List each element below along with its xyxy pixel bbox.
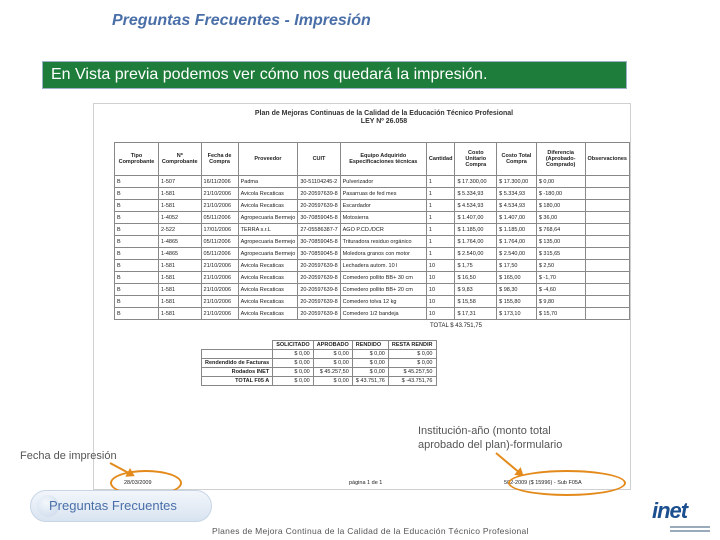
table-cell: 1 xyxy=(426,248,455,260)
table-cell: Avicola Recaticas xyxy=(238,284,298,296)
total-label: TOTAL xyxy=(430,323,449,329)
table-cell: $ 36,00 xyxy=(536,212,585,224)
summary-cell: Rodados INET xyxy=(202,368,273,377)
summary-cell: $ 0,00 xyxy=(352,350,388,359)
table-cell xyxy=(585,236,629,248)
table-cell: TERRA s.r.L xyxy=(238,224,298,236)
summary-cell: $ 43.751,76 xyxy=(352,377,388,386)
table-cell: 20-20597639-8 xyxy=(298,296,340,308)
table-cell: $ 17,50 xyxy=(497,260,537,272)
table-cell xyxy=(585,308,629,320)
summary-table xyxy=(201,340,437,386)
summary-cell: $ 45.257,50 xyxy=(313,368,352,377)
table-cell: Avicola Recaticas xyxy=(238,296,298,308)
summary-header-row xyxy=(202,341,437,350)
summary-cell: $ 0,00 xyxy=(313,350,352,359)
column-header: Diferencia (Aprobado-Comprado) xyxy=(536,143,585,176)
page-number: página 1 de 1 xyxy=(349,480,383,486)
table-row xyxy=(115,260,630,272)
summary-header: RESTA RENDIR xyxy=(388,341,436,350)
table-cell: $ 1.407,00 xyxy=(497,212,537,224)
table-cell: B xyxy=(115,212,159,224)
table-cell: 21/10/2006 xyxy=(201,272,238,284)
table-header-row xyxy=(115,143,630,176)
table-cell: 10 xyxy=(426,260,455,272)
table-cell: $ 2,50 xyxy=(536,260,585,272)
table-cell: 21/10/2006 xyxy=(201,308,238,320)
table-cell: Avicola Recaticas xyxy=(238,200,298,212)
logo-line xyxy=(670,530,710,532)
logo-word: inet xyxy=(652,498,688,523)
table-cell: $ 180,00 xyxy=(536,200,585,212)
table-cell: $ 17.300,00 xyxy=(455,176,497,188)
total-value: $ 43.751,75 xyxy=(450,323,482,329)
table-cell: $ -1,70 xyxy=(536,272,585,284)
table-cell: 10 xyxy=(426,284,455,296)
table-cell: $ 15,70 xyxy=(536,308,585,320)
column-header: Equipo Adquirido Especificaciones técnicas xyxy=(340,143,426,176)
faq-button-label: Preguntas Frecuentes xyxy=(49,498,177,513)
summary-row xyxy=(202,377,437,386)
table-cell: 1 xyxy=(426,224,455,236)
table-cell: 20-20597639-8 xyxy=(298,260,340,272)
table-cell: 20-20597639-8 xyxy=(298,272,340,284)
table-cell: Trituradora residuo orgánico xyxy=(340,236,426,248)
table-cell: 21/10/2006 xyxy=(201,200,238,212)
total-line xyxy=(430,323,482,329)
table-cell: 1 xyxy=(426,176,455,188)
table-cell: B xyxy=(115,236,159,248)
summary-body xyxy=(202,350,437,386)
table-cell: 20-20597639-8 xyxy=(298,188,340,200)
table-cell: 1-581 xyxy=(158,284,201,296)
table-cell: 05/11/2006 xyxy=(201,248,238,260)
form-code: 502-2009 ($ 15996) - Sub F05A xyxy=(504,480,582,486)
table-cell: $ 17,31 xyxy=(455,308,497,320)
summary-cell: TOTAL F05 A xyxy=(202,377,273,386)
column-header: Cantidad xyxy=(426,143,455,176)
table-cell: 10 xyxy=(426,296,455,308)
inet-logo xyxy=(650,500,710,534)
print-date-note: Fecha de impresión xyxy=(20,450,117,462)
table-cell: 1-581 xyxy=(158,200,201,212)
table-body xyxy=(115,176,630,320)
institution-note xyxy=(418,424,562,452)
table-cell xyxy=(585,224,629,236)
summary-cell xyxy=(202,350,273,359)
banner-text: En Vista previa podemos ver cómo nos quedará la impresión. xyxy=(51,66,488,83)
table-cell: $ 17.300,00 xyxy=(497,176,537,188)
table-cell: B xyxy=(115,272,159,284)
table-cell: $ 1,75 xyxy=(455,260,497,272)
table-cell: 10 xyxy=(426,308,455,320)
table-cell: $ 15,58 xyxy=(455,296,497,308)
table-cell: Comedero 1/2 bandeja xyxy=(340,308,426,320)
institution-note-line1: Institución-año (monto total xyxy=(418,425,551,437)
summary-cell: Rendendido de Facturas xyxy=(202,359,273,368)
summary-cell: $ 0,00 xyxy=(313,359,352,368)
summary-row xyxy=(202,368,437,377)
column-header: Observaciones xyxy=(585,143,629,176)
summary-header: RENDIDO xyxy=(352,341,388,350)
table-cell: 16/11/2006 xyxy=(201,176,238,188)
summary-cell: $ 0,00 xyxy=(273,359,314,368)
table-cell: 21/10/2006 xyxy=(201,284,238,296)
table-cell: $ -180,00 xyxy=(536,188,585,200)
column-header: Costo Total Compra xyxy=(497,143,537,176)
table-cell: 1-4865 xyxy=(158,248,201,260)
table-cell: 1 xyxy=(426,188,455,200)
table-cell: B xyxy=(115,296,159,308)
summary-header: APROBADO xyxy=(313,341,352,350)
table-cell: Escardador xyxy=(340,200,426,212)
table-cell: $ 768,64 xyxy=(536,224,585,236)
table-cell: Moledora granos con motor xyxy=(340,248,426,260)
table-cell xyxy=(585,248,629,260)
summary-corner xyxy=(202,341,273,350)
institution-note-line2: aprobado del plan)-formulario xyxy=(418,439,563,451)
table-cell: $ 165,00 xyxy=(497,272,537,284)
table-cell: $ 1.185,00 xyxy=(455,224,497,236)
table-cell: 1-581 xyxy=(158,296,201,308)
summary-cell: $ 0,00 xyxy=(273,368,314,377)
table-cell: Agropecuaria Bermejo xyxy=(238,236,298,248)
table-row xyxy=(115,248,630,260)
table-cell: 1-581 xyxy=(158,308,201,320)
table-cell: 1 xyxy=(426,200,455,212)
faq-button[interactable] xyxy=(30,490,212,522)
table-cell: 17/01/2006 xyxy=(201,224,238,236)
footer-text: Planes de Mejora Continua de la Calidad de la Educación Técnico Profesional xyxy=(212,526,529,536)
column-header: Costo Unitario Compra xyxy=(455,143,497,176)
print-date: 28/03/2009 xyxy=(124,480,152,486)
table-cell: Avicola Recaticas xyxy=(238,308,298,320)
table-cell xyxy=(585,260,629,272)
table-row xyxy=(115,296,630,308)
table-cell: Comedero tolva 12 kg xyxy=(340,296,426,308)
table-cell: 1-581 xyxy=(158,260,201,272)
summary-header: SOLICITADO xyxy=(273,341,314,350)
table-cell: $ 173,10 xyxy=(497,308,537,320)
table-cell: 21/10/2006 xyxy=(201,296,238,308)
table-cell: 1-4052 xyxy=(158,212,201,224)
table-cell: 30-51104245-2 xyxy=(298,176,340,188)
table-cell: $ 2.540,00 xyxy=(455,248,497,260)
table-cell: B xyxy=(115,200,159,212)
table-cell xyxy=(585,212,629,224)
table-row xyxy=(115,224,630,236)
table-cell: Lechadera autom. 10 l xyxy=(340,260,426,272)
table-cell: B xyxy=(115,188,159,200)
summary-cell: $ 0,00 xyxy=(352,359,388,368)
table-cell: $ 155,80 xyxy=(497,296,537,308)
table-cell: 2-522 xyxy=(158,224,201,236)
column-header: Nº Comprobante xyxy=(158,143,201,176)
table-cell: Pulverizador xyxy=(340,176,426,188)
table-cell: $ 5.334,93 xyxy=(497,188,537,200)
column-header: Proveedor xyxy=(238,143,298,176)
summary-cell: $ 0,00 xyxy=(388,359,436,368)
table-cell: 1-581 xyxy=(158,188,201,200)
table-cell: $ 4.534,93 xyxy=(455,200,497,212)
table-cell: B xyxy=(115,308,159,320)
table-cell: B xyxy=(115,248,159,260)
table-cell: $ 1.764,00 xyxy=(497,236,537,248)
table-cell: 1 xyxy=(426,212,455,224)
table-cell: $ 9,83 xyxy=(455,284,497,296)
column-header: Tipo Comprobante xyxy=(115,143,159,176)
summary-cell: $ 0,00 xyxy=(352,368,388,377)
table-row xyxy=(115,176,630,188)
table-cell: B xyxy=(115,176,159,188)
table-cell xyxy=(585,176,629,188)
table-cell: $ 5.334,93 xyxy=(455,188,497,200)
table-cell: Avicola Recaticas xyxy=(238,260,298,272)
table-cell: $ -4,60 xyxy=(536,284,585,296)
table-cell: $ 0,00 xyxy=(536,176,585,188)
summary-cell: $ 45.257,50 xyxy=(388,368,436,377)
table-row xyxy=(115,212,630,224)
summary-cell: $ 0,00 xyxy=(313,377,352,386)
table-cell: AGO P.CD./DCR xyxy=(340,224,426,236)
table-row xyxy=(115,308,630,320)
sheet-title-line2: LEY Nº 26.058 xyxy=(360,118,408,125)
table-row xyxy=(115,236,630,248)
table-cell xyxy=(585,188,629,200)
table-cell: $ 16,50 xyxy=(455,272,497,284)
table-cell: 1-507 xyxy=(158,176,201,188)
table-cell: $ 1.185,00 xyxy=(497,224,537,236)
table-cell xyxy=(585,272,629,284)
summary-cell: $ 0,00 xyxy=(273,350,314,359)
summary-cell: $ 0,00 xyxy=(388,350,436,359)
table-row xyxy=(115,272,630,284)
table-cell: Pasarruas de fed mes xyxy=(340,188,426,200)
table-cell: 20-20597639-8 xyxy=(298,284,340,296)
summary-row xyxy=(202,350,437,359)
sheet-title-line1: Plan de Mejoras Continuas de la Calidad de la Educación Técnico Profesional xyxy=(254,110,514,117)
table-cell: 05/11/2006 xyxy=(201,236,238,248)
table-cell: $ 315,65 xyxy=(536,248,585,260)
table-cell: Agropecuaria Bermejo xyxy=(238,248,298,260)
table-cell: Avicola Recaticas xyxy=(238,188,298,200)
summary-cell: $ 0,00 xyxy=(273,377,314,386)
column-header: CUIT xyxy=(298,143,340,176)
table-cell xyxy=(585,284,629,296)
table-cell: B xyxy=(115,224,159,236)
table-cell: 27-05586387-7 xyxy=(298,224,340,236)
table-cell xyxy=(585,296,629,308)
table-cell: $ 98,30 xyxy=(497,284,537,296)
table-cell xyxy=(585,200,629,212)
column-header: Fecha de Compra xyxy=(201,143,238,176)
table-cell: B xyxy=(115,284,159,296)
sheet-title xyxy=(234,110,534,126)
table-cell: $ 1.407,00 xyxy=(455,212,497,224)
table-row xyxy=(115,188,630,200)
table-cell: 1-581 xyxy=(158,272,201,284)
page-title: Preguntas Frecuentes - Impresión xyxy=(112,12,371,29)
purchases-table xyxy=(114,142,630,320)
table-cell: Comedero pollito BB+ 30 cm xyxy=(340,272,426,284)
table-row xyxy=(115,284,630,296)
table-cell: 1 xyxy=(426,236,455,248)
table-cell: 20-20597639-8 xyxy=(298,200,340,212)
table-cell: 05/11/2006 xyxy=(201,212,238,224)
table-cell: $ 9,80 xyxy=(536,296,585,308)
table-cell: 20-20597639-8 xyxy=(298,308,340,320)
table-cell: 30-70859045-8 xyxy=(298,212,340,224)
logo-line xyxy=(670,526,710,528)
info-banner xyxy=(42,61,627,89)
table-cell: $ 1.764,00 xyxy=(455,236,497,248)
table-row xyxy=(115,200,630,212)
table-cell: Agropecuaria Bermejo xyxy=(238,212,298,224)
table-cell: B xyxy=(115,260,159,272)
table-cell: 10 xyxy=(426,272,455,284)
table-cell: $ 135,00 xyxy=(536,236,585,248)
summary-row xyxy=(202,359,437,368)
table-cell: 30-70859045-8 xyxy=(298,236,340,248)
table-cell: $ 2.540,00 xyxy=(497,248,537,260)
table-cell: $ 4.534,93 xyxy=(497,200,537,212)
table-cell: 21/10/2006 xyxy=(201,260,238,272)
table-cell: Motosierra xyxy=(340,212,426,224)
table-cell: 30-70859045-8 xyxy=(298,248,340,260)
code-highlight-oval xyxy=(508,470,626,496)
table-cell: Padma xyxy=(238,176,298,188)
summary-cell: $ -43.751,76 xyxy=(388,377,436,386)
table-cell: Avicola Recaticas xyxy=(238,272,298,284)
table-cell: 21/10/2006 xyxy=(201,188,238,200)
table-cell: 1-4865 xyxy=(158,236,201,248)
table-cell: Comedero pollito BB+ 20 cm xyxy=(340,284,426,296)
